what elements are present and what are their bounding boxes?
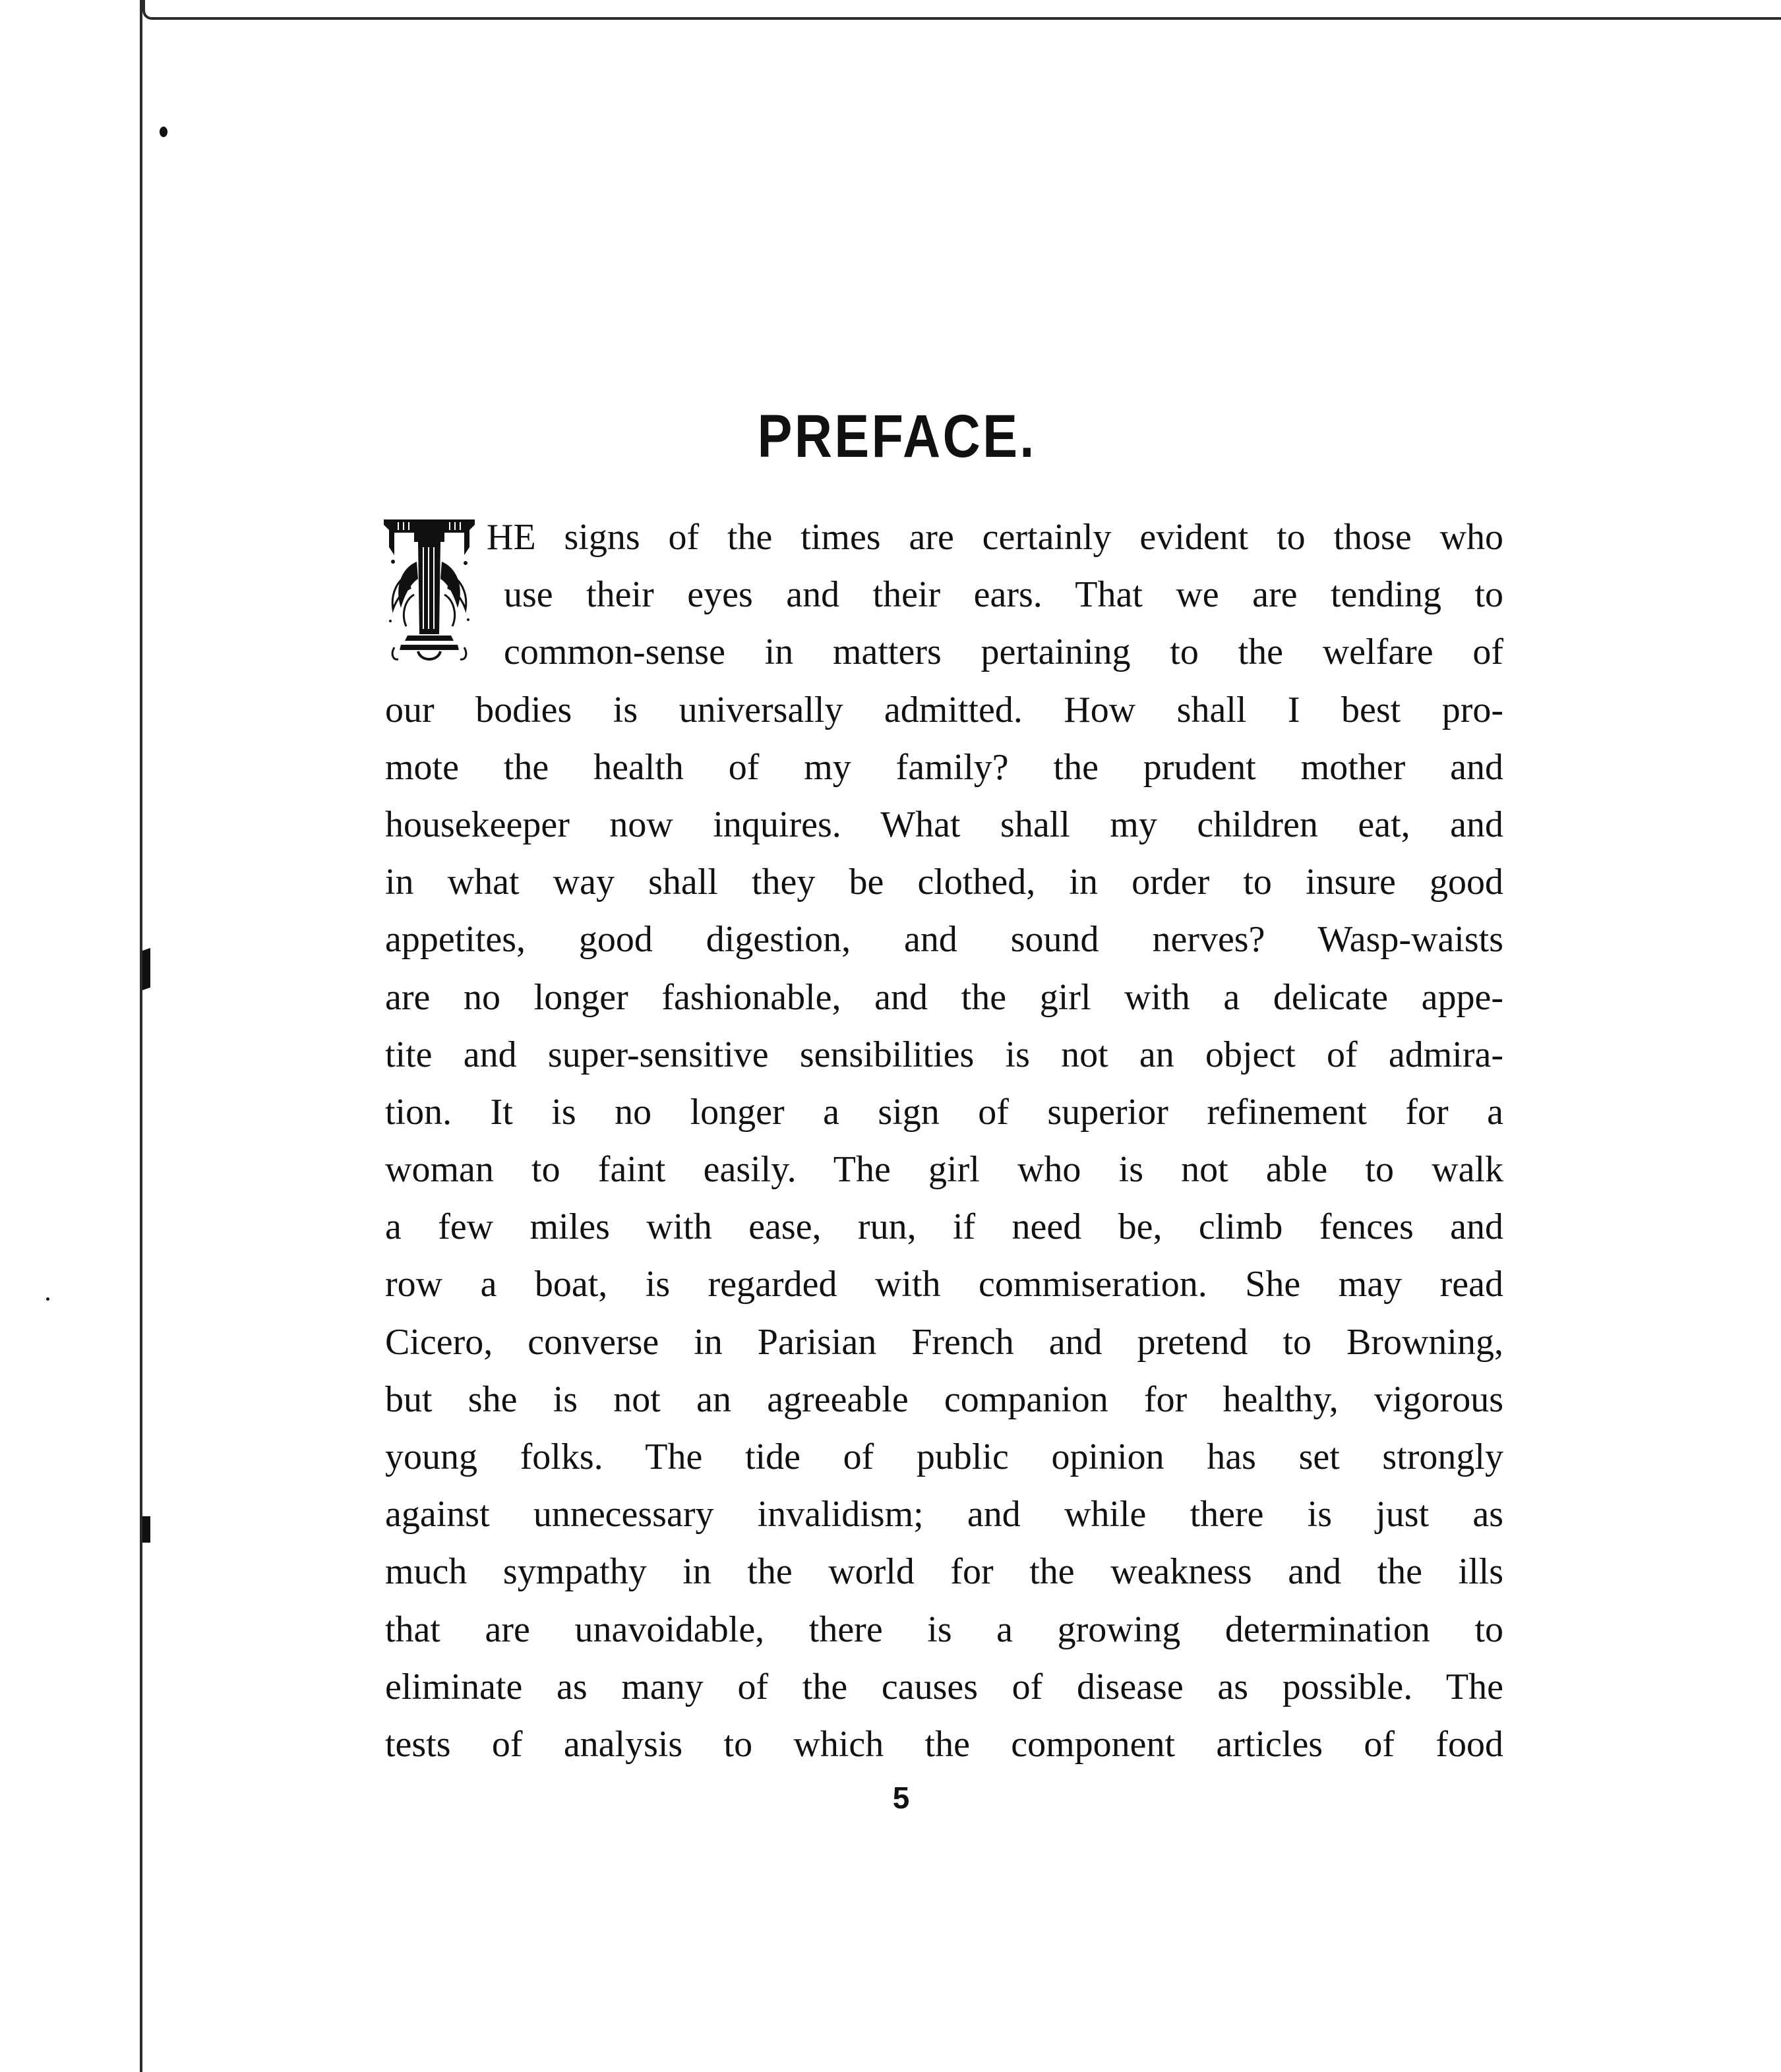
page-number: 5 — [892, 1781, 910, 1815]
page-title: PREFACE. — [757, 403, 1037, 470]
text-line: tite and super-sensitive sensibilities is not an object of admira- — [385, 1034, 1503, 1075]
page-top-edge — [142, 0, 1781, 20]
text-line: in what way shall they be clothed, in order to insure good — [385, 862, 1503, 903]
preface-body — [385, 509, 1503, 1773]
text-line: use their eyes and their ears. That we are tending to — [504, 574, 1503, 616]
gutter-mark — [142, 1516, 150, 1543]
binding-edge — [0, 0, 140, 2072]
text-line: our bodies is universally admitted. How shall I best pro- — [385, 689, 1503, 730]
text-line: against unnecessary invalidism; and while there is just as — [385, 1494, 1503, 1535]
text-line: housekeeper now inquires. What shall my children eat, and — [385, 804, 1503, 845]
text-line: a few miles with ease, run, if need be, climb fences and — [385, 1206, 1503, 1248]
scan-speck — [160, 127, 167, 137]
text-line: eliminate as many of the causes of disease as possible. The — [385, 1666, 1503, 1707]
page-gutter-line — [140, 0, 142, 2072]
text-line: much sympathy in the world for the weakness and the ills — [385, 1551, 1503, 1593]
gutter-mark — [142, 948, 150, 990]
text-line: Cicero, converse in Parisian French and pretend to Browning, — [385, 1321, 1503, 1363]
text-line: that are unavoidable, there is a growing determination to — [385, 1609, 1503, 1650]
text-line: appetites, good digestion, and sound nerves? Wasp-waists — [385, 919, 1503, 961]
text-line: woman to faint easily. The girl who is not able to walk — [385, 1149, 1503, 1191]
text-line: young folks. The tide of public opinion has set strongly — [385, 1436, 1503, 1477]
text-line: common-sense in matters pertaining to the welfare of — [504, 632, 1503, 673]
text-line: row a boat, is regarded with commiseration. She may read — [385, 1264, 1503, 1305]
text-line: tion. It is no longer a sign of superior refinement for a — [385, 1091, 1503, 1133]
text-line: are no longer fashionable, and the girl with a delicate appe- — [385, 976, 1503, 1018]
text-line: mote the health of my family? the prudent mother and — [385, 746, 1503, 788]
text-line: tests of analysis to which the component articles of food — [385, 1723, 1503, 1765]
text-line: but she is not an agreeable companion for healthy, vigorous — [385, 1378, 1503, 1420]
scan-speck — [46, 1297, 49, 1301]
text-line: HE signs of the times are certainly evident to those who — [487, 517, 1503, 558]
